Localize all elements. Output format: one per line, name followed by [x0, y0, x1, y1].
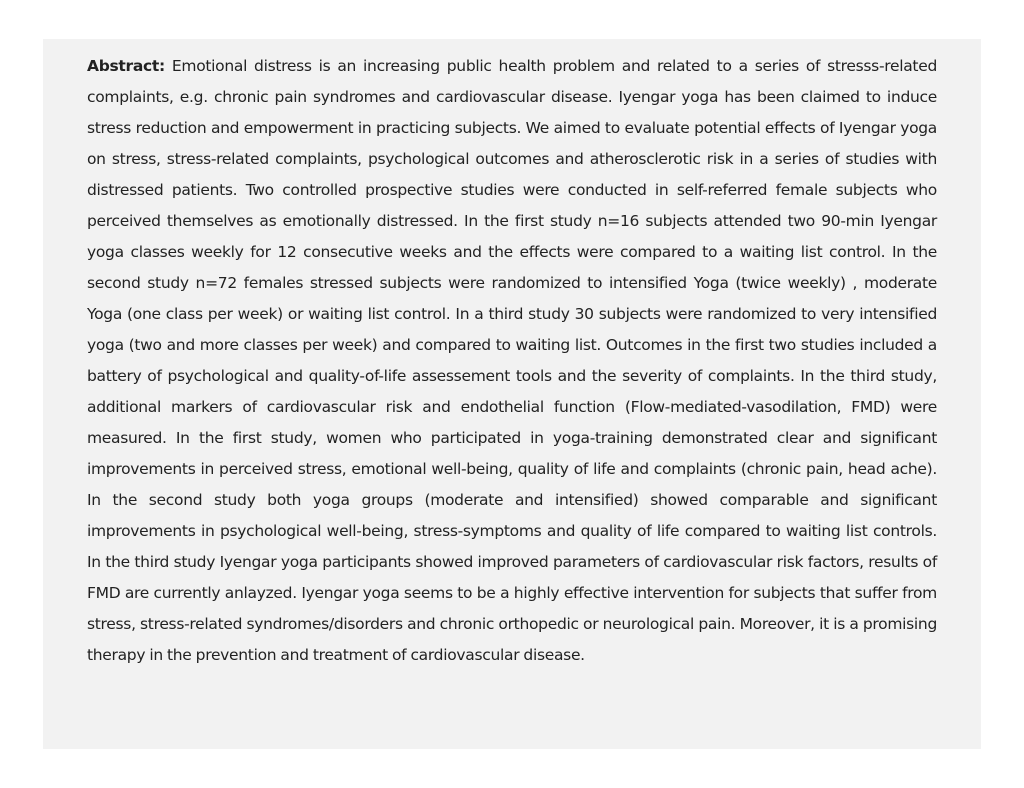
abstract-label: Abstract: — [87, 57, 165, 75]
abstract-body: Emotional distress is an increasing public health problem and related to a series of stresss-related complaints, e.g. chronic pain syndromes and cardiovascular disease. Iyengar yoga has been claimed to induce stress reduction and empowerment in practicing subjects. We aimed to evaluate potential effects of Iyengar yoga on stress, stress-related complaints, psychological outcomes and atherosclerotic risk in a series of studies with distressed patients. Two controlled prospective studies were conducted in self-referred female subjects who perceived themselves as emotionally distressed. In the first study n=16 subjects attended two 90-min Iyengar yoga classes weekly for 12 consecutive weeks and the effects were compared to a waiting list control. In the second study n=72 females stressed subjects were randomized to intensified Yoga (twice weekly) , moderate Yoga (one class per week) or waiting list control. In a third study 30 subjects were randomized to very intensified yoga (two and more classes per week) and compared to waiting list. Outcomes in the first two studies included a battery of psychological and quality-of-life assessement tools and the severity of complaints. In the third study, additional markers of cardiovascular risk and endothelial function (Flow-mediated-vasodilation, FMD) were measured. In the first study, women who participated in yoga-training demonstrated clear and significant improvements in perceived stress, emotional well-being, quality of life and complaints (chronic pain, head ache). In the second study both yoga groups (moderate and intensified) showed comparable and significant improvements in psychological well-being, stress-symptoms and quality of life compared to waiting list controls. In the third study Iyengar yoga participants showed improved parameters of cardiovascular risk factors, results of FMD are currently anlayzed. Iyengar yoga seems to be a highly effective intervention for subjects that suffer from stress, stress-related syndromes/disorders and chronic orthopedic or neurological pain. Moreover, it is a promising therapy in the prevention and treatment of cardiovascular disease. — [87, 57, 937, 664]
abstract-box — [43, 39, 981, 749]
abstract-paragraph — [87, 51, 937, 671]
